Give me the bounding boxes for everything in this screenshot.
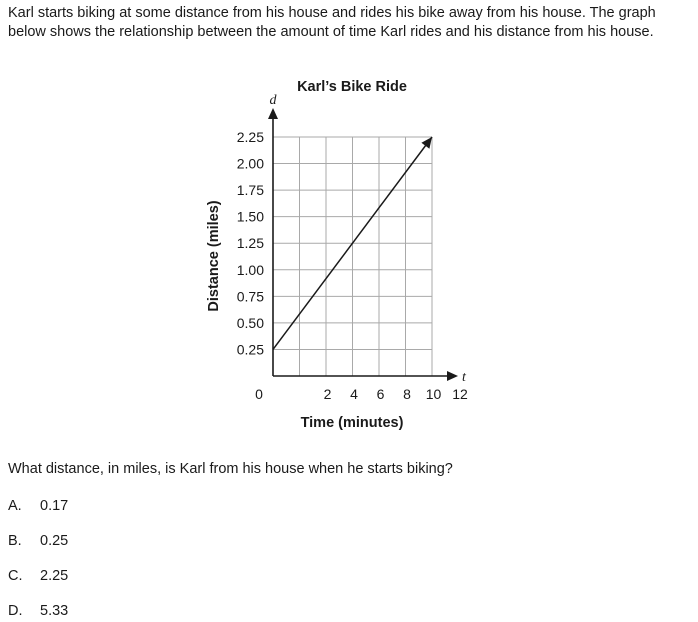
y-tick-label: 0.25 — [236, 341, 264, 358]
y-tick-label: 2.00 — [236, 155, 264, 172]
chart-axes — [268, 108, 458, 381]
x-axis-variable: t — [462, 370, 466, 385]
choice-d[interactable] — [8, 603, 68, 619]
y-tick-label: 1.00 — [236, 261, 264, 278]
x-tick-label: 12 — [452, 386, 468, 402]
choice-a[interactable] — [8, 498, 68, 514]
chart-title: Karl’s Bike Ride — [297, 79, 407, 95]
x-axis-arrow-icon — [447, 371, 458, 381]
choice-c[interactable] — [8, 568, 68, 584]
y-tick-label: 1.75 — [236, 182, 264, 199]
x-tick-label: 4 — [350, 386, 358, 402]
x-tick-label: 6 — [376, 386, 385, 402]
y-tick-label: 0.50 — [236, 314, 264, 331]
choice-d-value: 5.33 — [40, 603, 69, 619]
choice-a-value: 0.17 — [40, 498, 69, 514]
origin-label: 0 — [255, 386, 263, 402]
series-arrow-icon-0 — [421, 137, 432, 149]
choice-b[interactable] — [8, 533, 68, 549]
y-tick-label: 1.25 — [236, 235, 264, 252]
choice-a-letter: A. — [8, 498, 22, 514]
y-tick-label: 0.75 — [236, 288, 264, 305]
choice-c-value: 2.25 — [40, 568, 69, 584]
choice-c-letter: C. — [8, 568, 23, 584]
choice-b-value: 0.25 — [40, 533, 69, 549]
x-axis-label: Time (minutes) — [300, 415, 404, 431]
x-tick-label: 10 — [425, 386, 442, 402]
chart-grid — [273, 137, 432, 376]
y-axis-label: Distance (miles) — [206, 200, 222, 312]
question-text: What distance, in miles, is Karl from his house when he starts biking? — [8, 461, 453, 477]
x-tick-label: 2 — [323, 386, 332, 402]
choice-b-letter: B. — [8, 533, 22, 549]
chart-labels — [206, 79, 468, 431]
y-tick-label: 1.50 — [236, 208, 264, 225]
y-tick-label: 2.25 — [236, 129, 264, 145]
y-axis-variable: d — [269, 93, 277, 108]
problem-intro: Karl starts biking at some distance from his house and rides his bike away from his house. The graph below shows the relationship between the amount of time Karl rides and his distance from his house. — [8, 5, 656, 40]
choice-d-letter: D. — [8, 603, 23, 619]
x-tick-label: 8 — [403, 386, 411, 402]
y-axis-arrow-icon — [268, 108, 278, 119]
